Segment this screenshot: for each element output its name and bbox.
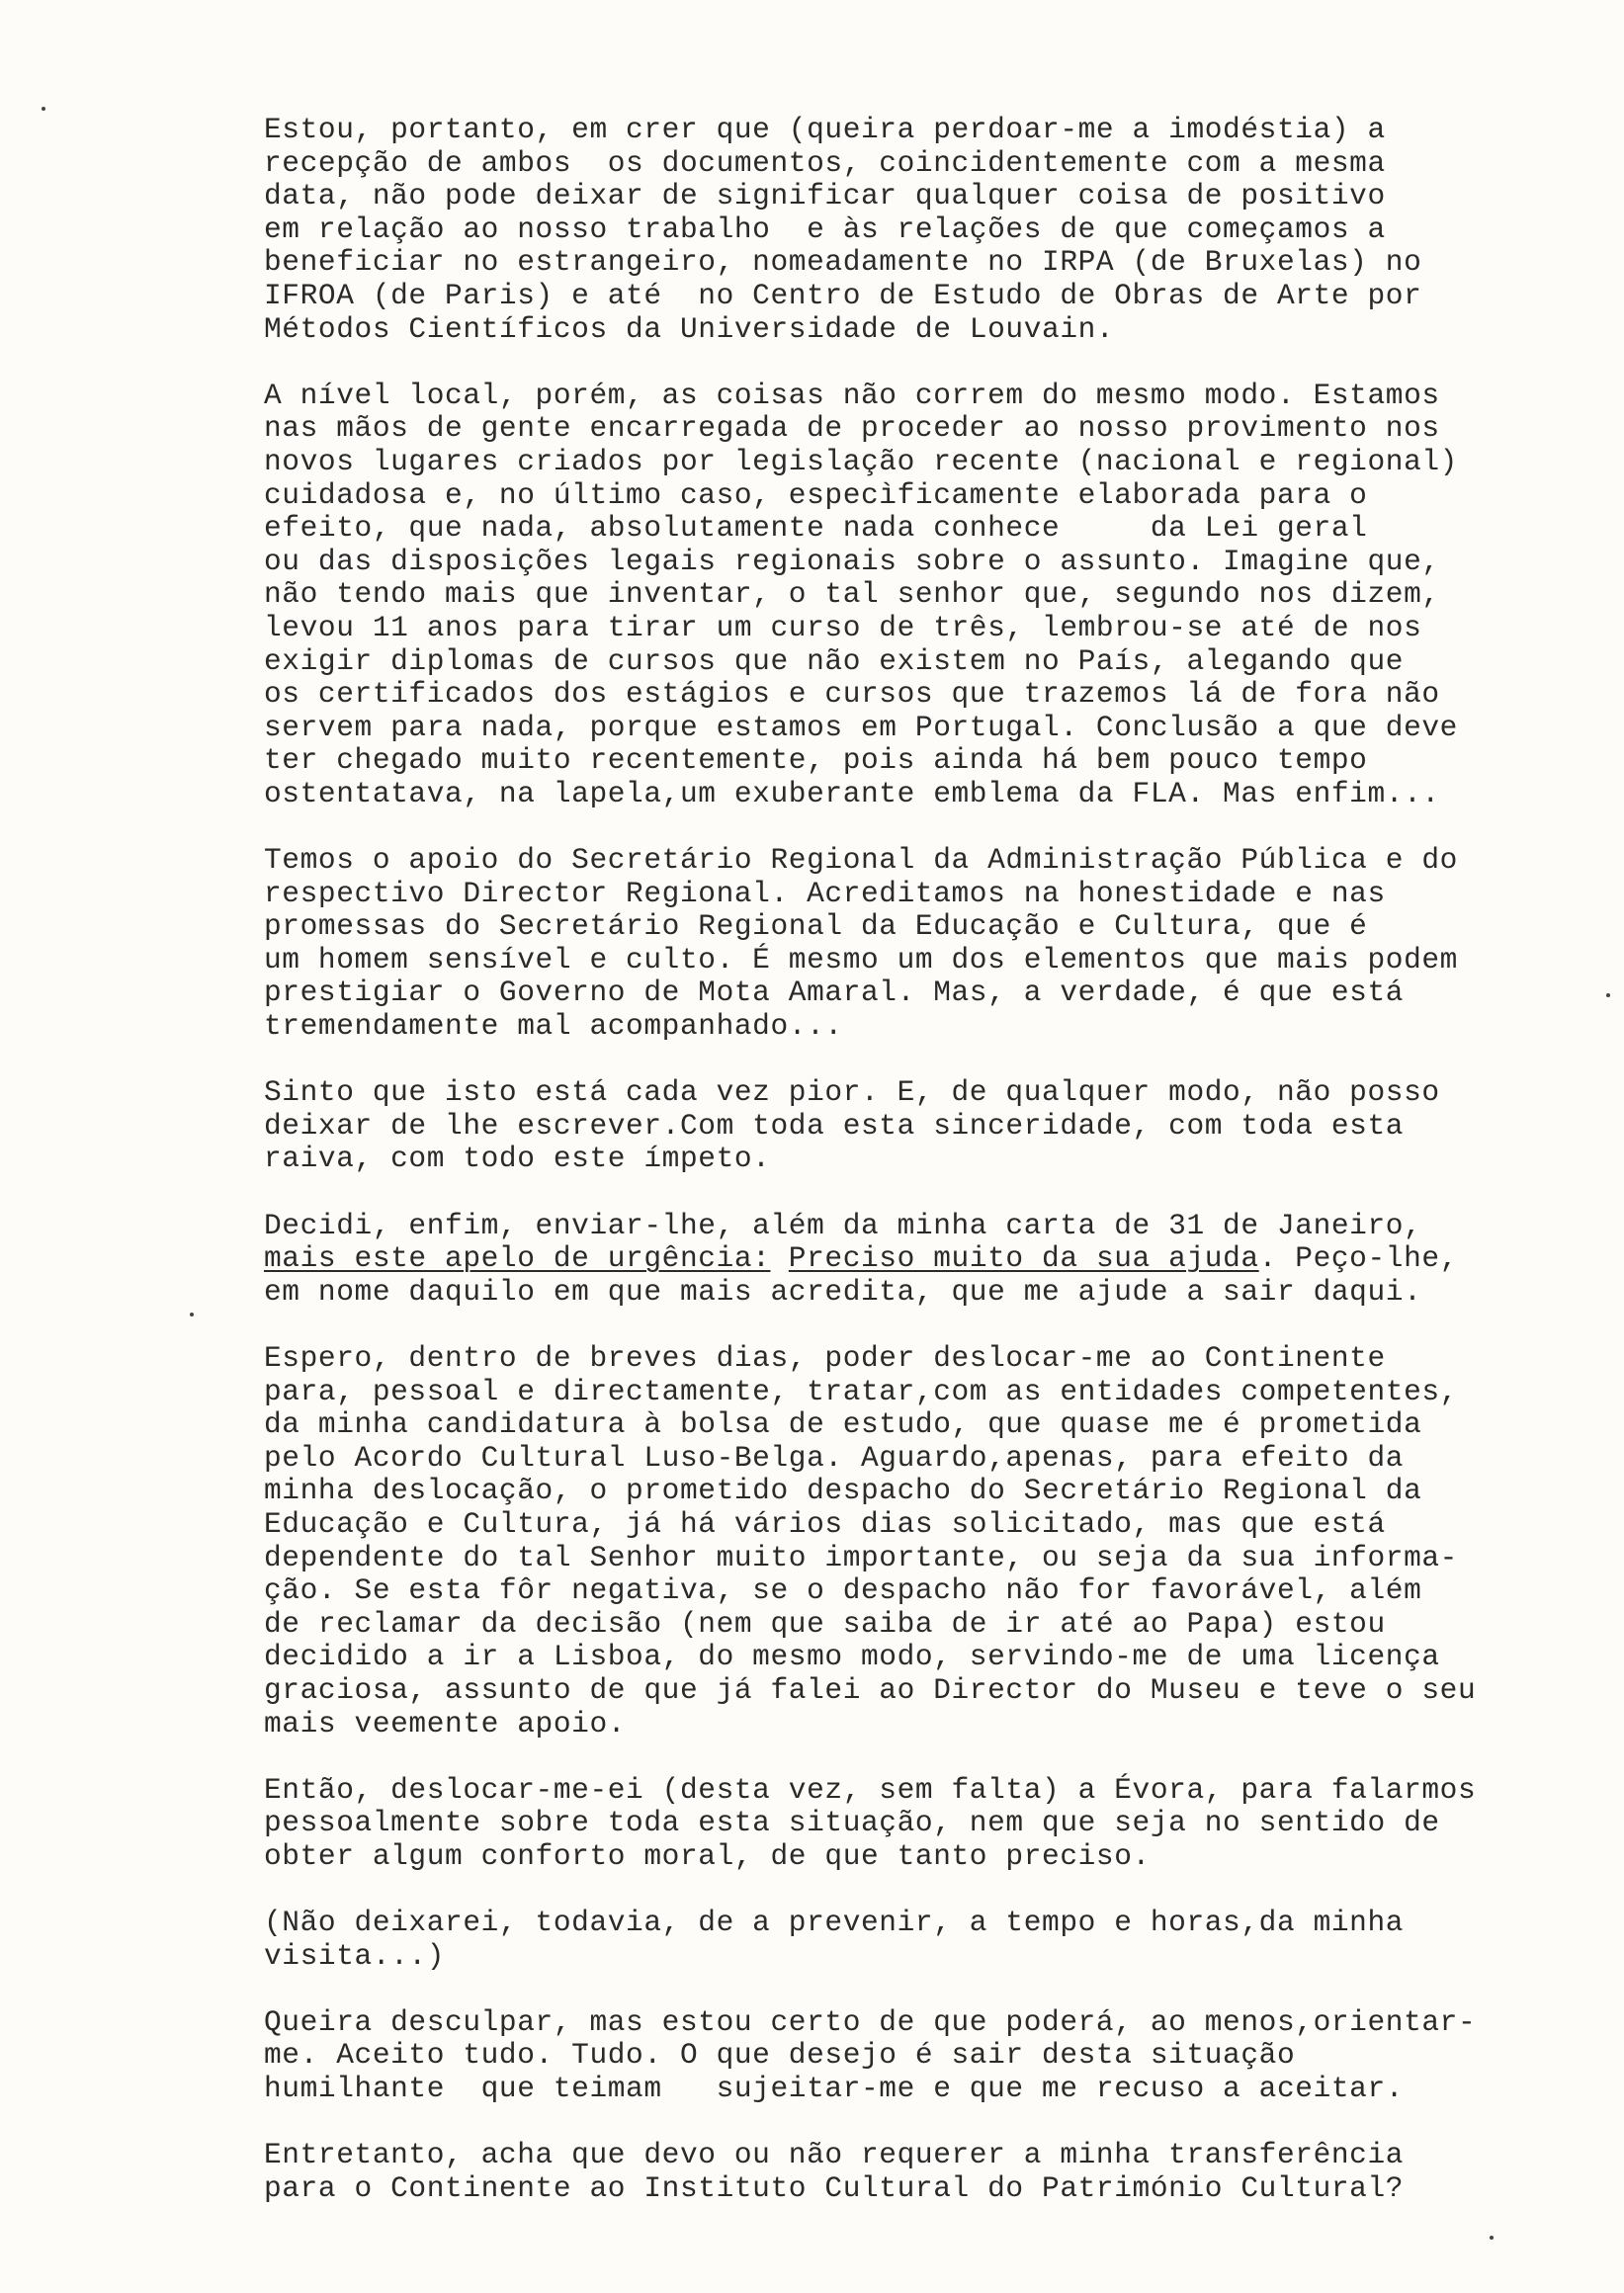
text-line: graciosa, assunto de que já falei ao Director do Museu e teve o seu (264, 1672, 1477, 1707)
underlined-phrase: Preciso muito da sua ajuda (788, 1241, 1259, 1276)
paper-speck (1606, 993, 1610, 997)
paragraph-3 (264, 844, 1579, 1044)
text-line: prestigiar o Governo de Mota Amaral. Mas, a verdade, é que está (264, 976, 1405, 1010)
text-line: nas mãos de gente encarregada de proceder ao nosso provimento nos (264, 411, 1440, 446)
text-line: efeito, que nada, absolutamente nada conhece da Lei geral (264, 511, 1368, 546)
text-line: ou das disposições legais regionais sobre o assunto. Imagine que, (264, 544, 1440, 578)
paragraph-8 (264, 1907, 1579, 1973)
paragraph-2 (264, 380, 1579, 811)
text-line: data, não pode deixar de significar qualquer coisa de positivo (264, 179, 1386, 213)
text-line: minha deslocação, o prometido despacho do Secretário Regional da (264, 1474, 1422, 1508)
text-line: Entretanto, acha que devo ou não requerer a minha transferência (264, 2138, 1405, 2172)
text-line: em relação ao nosso trabalho e às relações de que começamos a (264, 212, 1386, 246)
paragraph-5 (264, 1210, 1579, 1310)
text-line: beneficiar no estrangeiro, nomeadamente no IRPA (de Bruxelas) no (264, 245, 1422, 280)
text-line: recepção de ambos os documentos, coincidentemente com a mesma (264, 145, 1386, 180)
paragraph-7 (264, 1774, 1579, 1874)
text-line: pessoalmente sobre toda esta situação, nem que seja no sentido de (264, 1806, 1440, 1840)
text-line: cuidadosa e, no último caso, especìficamente elaborada para o (264, 477, 1368, 512)
text-line: dependente do tal Senhor muito importante, ou seja da sua informa- (264, 1540, 1458, 1574)
paragraph-1 (264, 114, 1579, 346)
text-gap (770, 1241, 788, 1275)
text-line: levou 11 anos para tirar um curso de três, lembrou-se até de nos (264, 610, 1422, 644)
text-line: me. Aceito tudo. Tudo. O que desejo é sair desta situação (264, 2038, 1296, 2073)
text-line: Espero, dentro de breves dias, poder deslocar-me ao Continente (264, 1340, 1386, 1375)
paper-speck (190, 1313, 194, 1316)
text-line: ter chegado muito recentemente, pois ainda há bem pouco tempo (264, 743, 1368, 778)
text-line: Métodos Científicos da Universidade de Louvain. (264, 311, 1115, 346)
text-line: Decidi, enfim, enviar-lhe, além da minha carta de 31 de Janeiro, (264, 1208, 1422, 1242)
text-line: de reclamar da decisão (nem que saiba de ir até ao Papa) estou (264, 1606, 1386, 1641)
text-line: Educação e Cultura, já há vários dias solicitado, mas que está (264, 1506, 1386, 1541)
text-line: Temos o apoio do Secretário Regional da Administração Pública e do (264, 843, 1458, 878)
text-line: os certificados dos estágios e cursos que trazemos lá de fora não (264, 677, 1440, 712)
text-line: Então, deslocar-me-ei (desta vez, sem falta) a Évora, para falarmos (264, 1772, 1477, 1807)
text-line: obter algum conforto moral, de que tanto preciso. (264, 1838, 1151, 1873)
text-line: A nível local, porém, as coisas não correm do mesmo modo. Estamos (264, 378, 1440, 412)
text-line: da minha candidatura à bolsa de estudo, que quase me é prometida (264, 1407, 1422, 1442)
text-line: humilhante que teimam sujeitar-me e que me recuso a aceitar. (264, 2072, 1405, 2106)
paragraph-10 (264, 2139, 1579, 2205)
underlined-phrase: mais este apelo de urgência: (264, 1241, 771, 1276)
text-line: ção. Se esta fôr negativa, se o despacho não for favorável, além (264, 1573, 1422, 1608)
text-line-with-underline (264, 1242, 1579, 1276)
text-line: deixar de lhe escrever.Com toda esta sinceridade, com toda esta (264, 1108, 1405, 1143)
letter-body (264, 114, 1579, 2239)
text-line: para o Continente ao Instituto Cultural do Património Cultural? (264, 2170, 1405, 2205)
text-fragment: . Peço-lhe, (1258, 1241, 1459, 1276)
text-line: um homem sensível e culto. É mesmo um dos elementos que mais podem (264, 942, 1458, 977)
text-line: respectivo Director Regional. Acreditamos na honestidade e nas (264, 876, 1386, 910)
text-line: IFROA (de Paris) e até no Centro de Estudo de Obras de Arte por (264, 278, 1422, 312)
text-line: raiva, com todo este ímpeto. (264, 1142, 771, 1176)
text-line: novos lugares criados por legislação recente (nacional e regional) (264, 444, 1458, 478)
text-line: em nome daquilo em que mais acredita, que me ajude a sair daqui. (264, 1274, 1422, 1309)
text-line: promessas do Secretário Regional da Educação e Cultura, que é (264, 909, 1368, 944)
paragraph-4 (264, 1076, 1579, 1176)
text-line: exigir diplomas de cursos que não existem no País, alegando que (264, 643, 1405, 678)
text-line: mais veemente apoio. (264, 1706, 627, 1741)
text-line: tremendamente mal acompanhado... (264, 1009, 843, 1044)
paragraph-9 (264, 2006, 1579, 2106)
text-line: pelo Acordo Cultural Luso-Belga. Aguardo,apenas, para efeito da (264, 1440, 1405, 1475)
paper-speck (42, 107, 45, 111)
text-line: (Não deixarei, todavia, de a prevenir, a tempo e horas,da minha (264, 1906, 1405, 1940)
text-line: ostentatava, na lapela,um exuberante emblema da FLA. Mas enfim... (264, 776, 1440, 810)
text-line: para, pessoal e directamente, tratar,com as entidades competentes, (264, 1374, 1458, 1408)
text-line: Sinto que isto está cada vez pior. E, de qualquer modo, não posso (264, 1075, 1440, 1110)
text-line: Queira desculpar, mas estou certo de que poderá, ao menos,orientar- (264, 2004, 1477, 2039)
paragraph-6 (264, 1342, 1579, 1741)
text-line: Estou, portanto, em crer que (queira perdoar-me a imodéstia) a (264, 113, 1386, 146)
text-line: não tendo mais que inventar, o tal senhor que, segundo nos dizem, (264, 577, 1440, 612)
text-line: visita...) (264, 1938, 446, 1973)
text-line: servem para nada, porque estamos em Portugal. Conclusão a que deve (264, 710, 1458, 744)
text-line: decidido a ir a Lisboa, do mesmo modo, servindo-me de uma licença (264, 1640, 1440, 1674)
